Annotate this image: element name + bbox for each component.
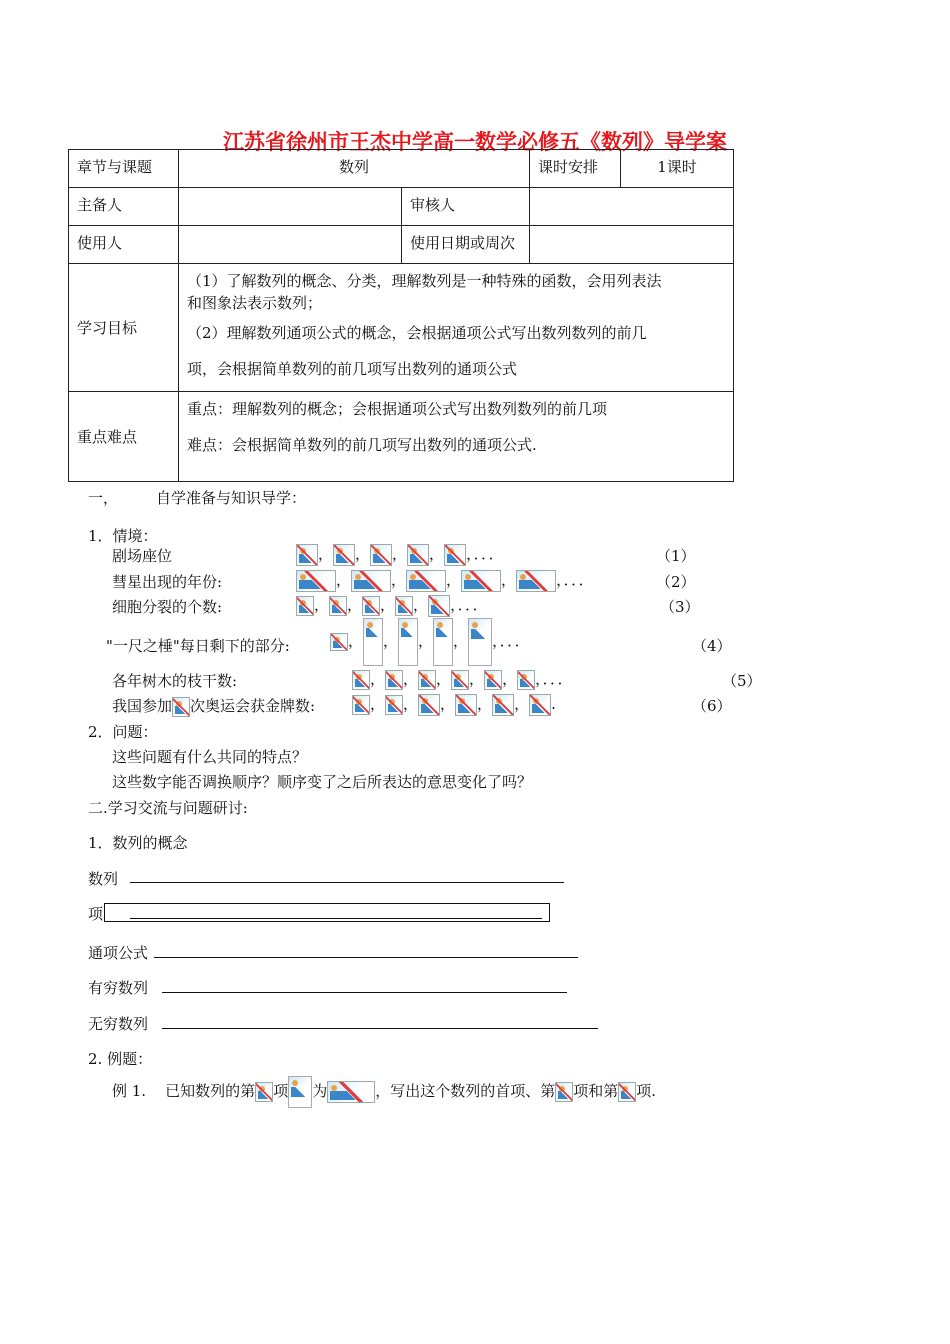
reviewer-label: 审核人 [402, 188, 530, 226]
item-label: 各年树木的枝干数: [112, 672, 238, 690]
keypoints-text [179, 392, 734, 482]
image-placeholder-icon [555, 1082, 573, 1102]
image-placeholder-icon [484, 670, 502, 690]
item-label-post: 次奥运会获金牌数: [190, 697, 316, 715]
image-placeholder-icon [351, 570, 391, 592]
item-number: （6） [692, 697, 732, 715]
image-placeholder-icon [418, 694, 440, 716]
image-placeholder-icon [406, 570, 446, 592]
objective-line: 和图象法表示数列； [187, 294, 323, 312]
chapter-value: 数列 [179, 150, 530, 188]
item-images: ， ， ， ， ， ，．．． [352, 668, 573, 690]
field-label-sequence: 数列 [88, 870, 119, 888]
fill-line[interactable] [130, 882, 564, 883]
image-placeholder-icon [296, 570, 336, 592]
item-label: 细胞分裂的个数: [112, 598, 223, 616]
item-number: （2） [656, 573, 696, 591]
chapter-label: 章节与课题 [69, 150, 179, 188]
keypoints-label: 重点难点 [69, 392, 179, 482]
objectives-text [179, 264, 734, 392]
field-label-finite: 有穷数列 [88, 979, 149, 997]
section1-heading: 自学准备与知识导学： [156, 489, 307, 507]
question-line: 这些数字能否调换顺序？顺序变了之后所表达的意思变化了吗？ [112, 773, 533, 791]
image-placeholder-icon [516, 570, 556, 592]
image-placeholder-icon [395, 596, 413, 616]
image-placeholder-icon [492, 694, 514, 716]
document-title: 江苏省徐州市王杰中学高一数学必修五《数列》导学案 [223, 130, 727, 154]
reviewer-value [530, 188, 734, 226]
fill-line[interactable] [130, 918, 542, 919]
image-placeholder-icon [398, 618, 418, 666]
date-value [530, 226, 734, 264]
image-placeholder-icon [296, 596, 314, 616]
image-placeholder-icon [288, 1076, 312, 1108]
image-placeholder-icon [330, 633, 348, 651]
user-value [179, 226, 402, 264]
item-images: ， ， ， ， ，．．． [296, 569, 594, 592]
image-placeholder-icon [172, 697, 190, 717]
field-label-term: 项 [88, 905, 104, 923]
item-tail: ，．．． [450, 596, 488, 614]
item-tail: ，．．． [492, 632, 530, 650]
example-line [112, 1076, 656, 1108]
image-placeholder-icon [517, 670, 535, 690]
author-label: 主备人 [69, 188, 179, 226]
image-placeholder-icon [352, 695, 370, 715]
item-images: ， ， ， ， ， . [352, 693, 556, 716]
image-placeholder-icon [385, 670, 403, 690]
item-tail: ，．．． [535, 670, 573, 688]
item-tail: . [551, 695, 556, 713]
item-label: 剧场座位 [112, 547, 173, 565]
image-placeholder-icon [296, 544, 318, 566]
item-number: （5） [722, 672, 762, 690]
section1-number: 一， [88, 489, 119, 507]
item-number: （1） [656, 547, 696, 565]
image-placeholder-icon [455, 694, 477, 716]
example-text: 项 [273, 1082, 289, 1100]
image-placeholder-icon [370, 544, 392, 566]
situation-title: 1．情境： [88, 527, 158, 545]
fill-line[interactable] [162, 1028, 598, 1029]
image-placeholder-icon [407, 544, 429, 566]
example-text: 项和第 [573, 1082, 619, 1100]
section2-heading: 二.学习交流与问题研讨: [88, 799, 248, 817]
question-line: 这些问题有什么共同的特点？ [112, 748, 308, 766]
image-placeholder-icon [363, 618, 383, 666]
example-title: 2. 例题： [88, 1050, 153, 1068]
fill-line[interactable] [154, 957, 578, 958]
image-placeholder-icon [352, 670, 370, 690]
example-text: 项. [636, 1082, 657, 1100]
example-prefix: 例 1. [112, 1082, 147, 1100]
objective-line: （1）了解数列的概念、分类，理解数列是一种特殊的函数，会用列表法 [187, 272, 662, 290]
objective-line: 项，会根据简单数列的前几项写出数列的通项公式 [187, 360, 518, 378]
item-images: ， ， ， ， ，．．． [330, 618, 530, 666]
schedule-label: 课时安排 [530, 150, 621, 188]
image-placeholder-icon [385, 695, 403, 715]
example-text: 已知数列的第 [165, 1082, 256, 1100]
image-placeholder-icon [428, 595, 450, 617]
image-placeholder-icon [255, 1082, 273, 1102]
item-images: ， ， ， ， ，．．． [296, 543, 504, 566]
image-placeholder-icon [329, 596, 347, 616]
objectives-label: 学习目标 [69, 264, 179, 392]
difficulty-text: 难点：会根据简单数列的前几项写出数列的通项公式. [187, 436, 537, 454]
image-placeholder-icon [444, 544, 466, 566]
image-placeholder-icon [451, 670, 469, 690]
image-placeholder-icon [333, 544, 355, 566]
schedule-value: 1课时 [621, 150, 734, 188]
item-tail: ，．．． [556, 571, 594, 589]
item-images: ， ， ， ， ，．．． [296, 594, 488, 617]
item-label: "一尺之棰"每日剩下的部分: [106, 637, 290, 655]
image-placeholder-icon [433, 618, 453, 666]
question-title: 2．问题： [88, 723, 158, 741]
user-label: 使用人 [69, 226, 179, 264]
concept-title: 1．数列的概念 [88, 834, 188, 852]
date-label: 使用日期或周次 [402, 226, 530, 264]
field-label-formula: 通项公式 [88, 944, 149, 962]
image-placeholder-icon [327, 1081, 375, 1103]
image-placeholder-icon [529, 694, 551, 716]
item-number: （4） [692, 637, 732, 655]
example-text: 为 [312, 1082, 328, 1100]
fill-line[interactable] [162, 992, 567, 993]
field-label-infinite: 无穷数列 [88, 1015, 149, 1033]
image-placeholder-icon [468, 618, 492, 666]
image-placeholder-icon [461, 570, 501, 592]
example-text: ，写出这个数列的首项、第 [375, 1082, 556, 1100]
item-label: 彗星出现的年份: [112, 573, 223, 591]
objective-line: （2）理解数列通项公式的概念，会根据通项公式写出数列数列的前几 [187, 324, 647, 342]
focus-text: 重点：理解数列的概念；会根据通项公式写出数列数列的前几项 [187, 400, 608, 418]
item-label-pre: 我国参加 [112, 697, 173, 715]
info-table [68, 149, 734, 482]
item-tail: ，．．． [466, 545, 504, 563]
fill-box[interactable] [104, 903, 550, 922]
author-value [179, 188, 402, 226]
item-number: （3） [660, 598, 700, 616]
image-placeholder-icon [418, 670, 436, 690]
item-label [112, 695, 315, 717]
image-placeholder-icon [618, 1082, 636, 1102]
image-placeholder-icon [362, 596, 380, 616]
